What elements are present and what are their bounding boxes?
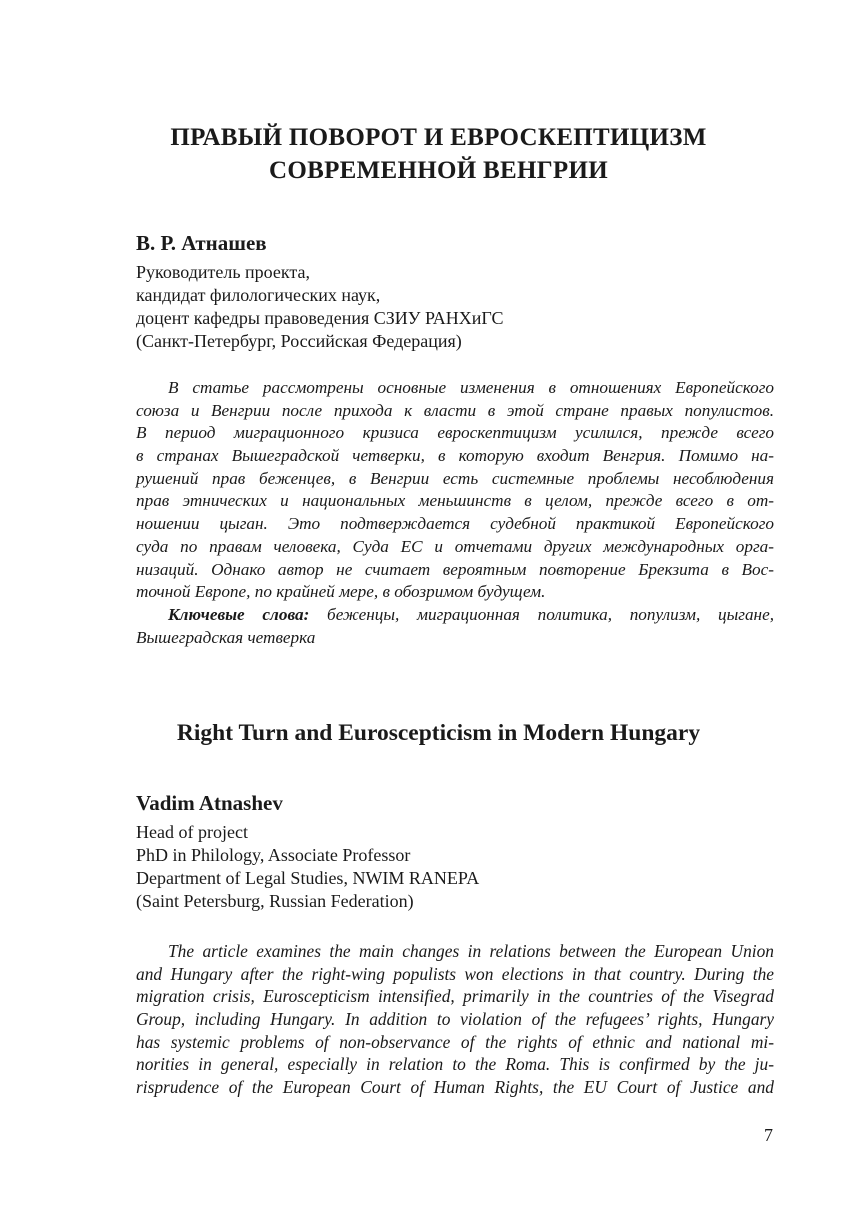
affiliation-en-line: (Saint Petersburg, Russian Federation) xyxy=(136,891,414,911)
abstract-ru-line: суда по правам человека, Суда ЕС и отчетами других международных орга- xyxy=(136,536,774,556)
keywords-ru-label: Ключевые слова: xyxy=(168,604,310,624)
article-title-en: Right Turn and Euroscepticism in Modern Hungary xyxy=(176,720,701,746)
affiliation-ru-line: кандидат филологических наук, xyxy=(136,285,381,305)
abstract-ru xyxy=(136,377,774,649)
abstract-en-line: The article examines the main changes in relations between the European Union xyxy=(168,941,774,961)
abstract-ru-line: ношении цыган. Это подтверждается судебной практикой Европейского xyxy=(136,514,774,534)
abstract-ru-line: рушений прав беженцев, в Венгрии есть системные проблемы несоблюдения xyxy=(136,468,774,488)
affiliation-ru-line: (Санкт-Петербург, Российская Федерация) xyxy=(136,331,462,351)
abstract-en-line: risprudence of the European Court of Human Rights, the EU Court of Justice and xyxy=(136,1077,774,1098)
article-title-ru xyxy=(80,121,797,187)
abstract-en-line: and Hungary after the right-wing populists won elections in that country. During the xyxy=(136,963,774,984)
abstract-ru-line: низаций. Однако автор не считает вероятным повторение Брекзита в Вос- xyxy=(136,559,774,579)
keywords-ru-text: беженцы, миграционная политика, популизм, цыгане, xyxy=(309,604,774,624)
abstract-ru-line: В период миграционного кризиса евроскептицизм усилился, прежде всего xyxy=(136,423,774,443)
affiliation-en-line: Head of project xyxy=(136,822,248,842)
abstract-ru-line: точной Европе, по крайней мере, в обозримом будущем. xyxy=(136,582,546,602)
keywords-ru-text-continued: Вышеградская четверка xyxy=(136,627,316,647)
affiliation-ru-line: доцент кафедры правоведения СЗИУ РАНХиГС xyxy=(136,308,504,328)
abstract-en xyxy=(136,940,774,1099)
abstract-ru-line: союза и Венгрии после прихода к власти в этой стране правых популистов. xyxy=(136,400,774,420)
article-title-ru-line-1: ПРАВЫЙ ПОВОРОТ И ЕВРОСКЕПТИЦИЗМ xyxy=(170,124,707,151)
abstract-ru-line: в странах Вышеградской четверки, в которую входит Венгрия. Помимо на- xyxy=(136,446,774,466)
author-affiliation-en xyxy=(136,821,479,913)
affiliation-en-line: Department of Legal Studies, NWIM RANEPA xyxy=(136,868,480,888)
author-affiliation-ru xyxy=(136,261,504,353)
abstract-ru-line: прав этнических и национальных меньшинств в целом, прежде всего в от- xyxy=(136,491,774,511)
abstract-en-line: has systemic problems of non-observance of the rights of ethnic and national mi- xyxy=(136,1031,774,1052)
author-name-en: Vadim Atnashev xyxy=(136,791,283,815)
keywords-ru xyxy=(136,604,774,627)
abstract-en-line: migration crisis, Euroscepticism intensified, primarily in the countries of the Visegrad xyxy=(136,986,774,1007)
abstract-en-line: Group, including Hungary. In addition to violation of the refugees’ rights, Hungary xyxy=(136,1009,774,1030)
affiliation-en-line: PhD in Philology, Associate Professor xyxy=(136,845,411,865)
page-number: 7 xyxy=(764,1125,773,1145)
article-title-ru-line-2: СОВРЕМЕННОЙ ВЕНГРИИ xyxy=(269,157,608,184)
author-name-ru: В. Р. Атнашев xyxy=(136,231,267,255)
affiliation-ru-line: Руководитель проекта, xyxy=(136,262,310,282)
abstract-en-line: norities in general, especially in relation to the Roma. This is confirmed by the ju- xyxy=(136,1054,774,1075)
abstract-ru-line: В статье рассмотрены основные изменения в отношениях Европейского xyxy=(168,378,774,397)
